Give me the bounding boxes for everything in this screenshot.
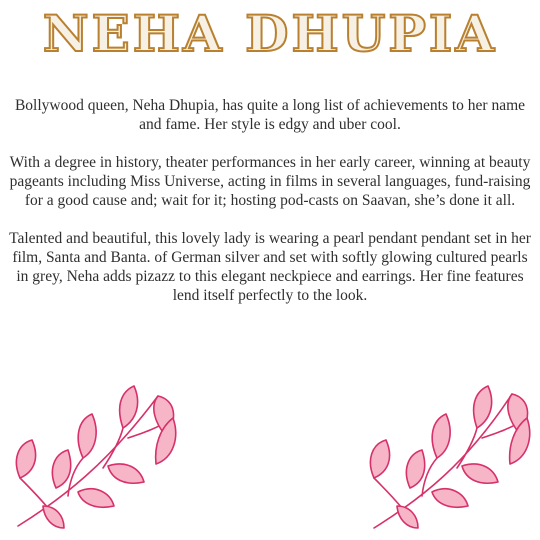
body-text	[6, 96, 534, 324]
paragraph-jewellery: Talented and beautiful, this lovely lady is wearing a pearl pendant pendant set in her film, Santa and Banta. of German silver and set with softly glowing cultured pearls in grey, Neha adds pizazz to this elegant neckpiece and earrings. Her fine features lend itself perfectly to the look.	[9, 230, 531, 304]
leaf-branch-left-icon	[8, 378, 183, 538]
leaf-branch-right-icon	[362, 378, 537, 538]
page-title: NEHA DHUPIA	[42, 4, 498, 63]
paragraph-intro: Bollywood queen, Neha Dhupia, has quite a long list of achievements to her name and fame. Her style is edgy and uber cool.	[14, 97, 526, 133]
paragraph-career: With a degree in history, theater performances in her early career, winning at beauty pageants including Miss Universe, acting in films in several languages, fund-raising for a good cause and; wait for it; hosting pod-casts on Saavan, she’s done it all.	[9, 154, 531, 209]
